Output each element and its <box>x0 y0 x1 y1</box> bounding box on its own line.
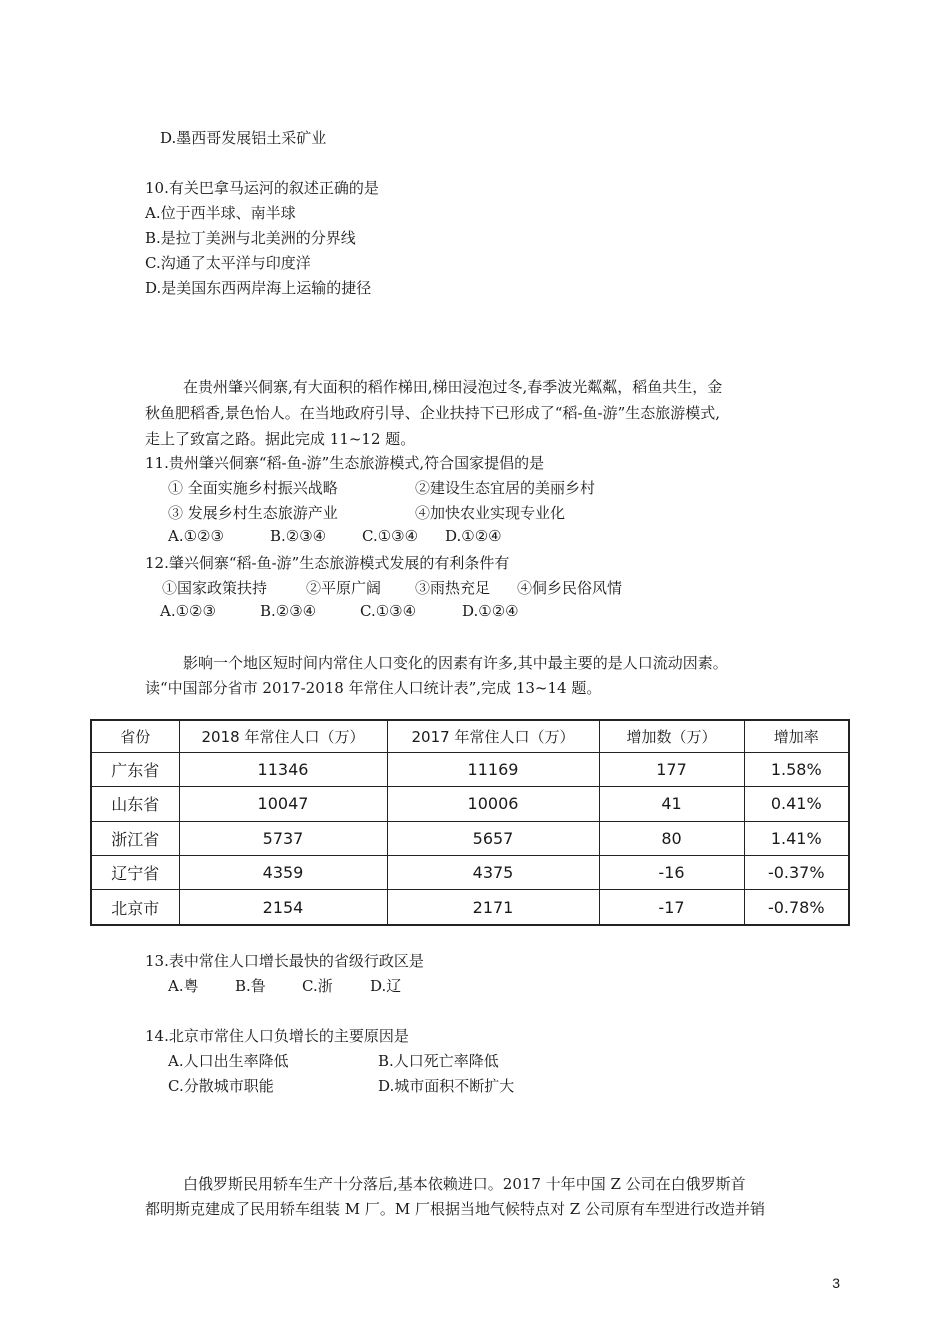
table-row <box>91 890 849 925</box>
q12-choice-b: B.②③④ <box>260 602 317 620</box>
table-cell: 80 <box>599 821 744 855</box>
table-header: 省份 <box>91 720 179 752</box>
table-cell: 4359 <box>179 855 387 889</box>
q10-option-b: B.是拉丁美洲与北美洲的分界线 <box>145 229 356 247</box>
q14-choice-a: A.人口出生率降低 <box>168 1052 289 1070</box>
table-cell: 11346 <box>179 752 387 786</box>
table-cell: -16 <box>599 855 744 889</box>
q11-choice-a: A.①②③ <box>168 527 224 545</box>
q12-item-3: ③雨热充足 <box>415 579 491 597</box>
table-cell: 177 <box>599 752 744 786</box>
q11-item-3: ③ 发展乡村生态旅游产业 <box>168 504 338 522</box>
table-cell: 0.41% <box>744 787 849 821</box>
q13-choice-d: D.辽 <box>370 977 402 995</box>
q10-option-a: A.位于西半球、南半球 <box>145 204 296 222</box>
table-cell: 41 <box>599 787 744 821</box>
passage2-line2: 读“中国部分省市 2017-2018 年常住人口统计表”,完成 13~14 题。 <box>145 679 602 697</box>
table-cell: 山东省 <box>91 787 179 821</box>
table-cell: 11169 <box>387 752 599 786</box>
q12-item-2: ②平原广阔 <box>306 579 382 597</box>
passage2-line1: 影响一个地区短时间内常住人口变化的因素有许多,其中最主要的是人口流动因素。 <box>183 654 728 672</box>
table-cell: 广东省 <box>91 752 179 786</box>
q12-item-4: ④侗乡民俗风情 <box>517 579 623 597</box>
table-cell: 5657 <box>387 821 599 855</box>
table-cell: 10047 <box>179 787 387 821</box>
q13-stem: 13.表中常住人口增长最快的省级行政区是 <box>145 952 424 970</box>
passage1-line1: 在贵州肇兴侗寨,有大面积的稻作梯田,梯田浸泡过冬,春季波光粼粼，稻鱼共生，金 <box>183 378 723 396</box>
q11-item-1: ① 全面实施乡村振兴战略 <box>168 479 338 497</box>
q14-stem: 14.北京市常住人口负增长的主要原因是 <box>145 1027 409 1045</box>
q13-choice-b: B.鲁 <box>235 977 266 995</box>
table-cell: 2171 <box>387 890 599 925</box>
passage3-line1: 白俄罗斯民用轿车生产十分落后,基本依赖进口。2017 十年中国 Z 公司在白俄罗斯首 <box>183 1175 746 1193</box>
passage3-line2: 都明斯克建成了民用轿车组装 M 厂。M 厂根据当地气候特点对 Z 公司原有车型进行改造并销 <box>145 1200 765 1218</box>
table-cell: -17 <box>599 890 744 925</box>
table-row <box>91 752 849 786</box>
q11-item-4: ④加快农业实现专业化 <box>415 504 566 522</box>
table-cell: 10006 <box>387 787 599 821</box>
q11-choice-c: C.①③④ <box>362 527 419 545</box>
table-cell: 浙江省 <box>91 821 179 855</box>
q14-choice-b: B.人口死亡率降低 <box>378 1052 499 1070</box>
table-cell: 1.41% <box>744 821 849 855</box>
page-number: 3 <box>832 1275 840 1291</box>
table-header: 2018 年常住人口（万） <box>179 720 387 752</box>
table-cell: -0.78% <box>744 890 849 925</box>
table-header: 2017 年常住人口（万） <box>387 720 599 752</box>
q12-choice-c: C.①③④ <box>360 602 417 620</box>
q11-stem: 11.贵州肇兴侗寨“稻-鱼-游”生态旅游模式,符合国家提倡的是 <box>145 454 545 472</box>
q10-option-c: C.沟通了太平洋与印度洋 <box>145 254 311 272</box>
table-cell: 北京市 <box>91 890 179 925</box>
table-cell: 辽宁省 <box>91 855 179 889</box>
q10-option-d: D.是美国东西两岸海上运输的捷径 <box>145 279 372 297</box>
q11-choice-d: D.①②④ <box>445 527 502 545</box>
q12-stem: 12.肇兴侗寨“稻-鱼-游”生态旅游模式发展的有利条件有 <box>145 554 510 572</box>
passage1-line3: 走上了致富之路。据此完成 11~12 题。 <box>145 430 416 448</box>
table-row <box>91 787 849 821</box>
table-cell: 2154 <box>179 890 387 925</box>
table-row <box>91 855 849 889</box>
population-table <box>90 719 850 926</box>
q9-option-d: D.墨西哥发展铝土采矿业 <box>160 129 327 147</box>
table-cell: 5737 <box>179 821 387 855</box>
q12-item-1: ①国家政策扶持 <box>162 579 268 597</box>
table-cell: 4375 <box>387 855 599 889</box>
q14-choice-c: C.分散城市职能 <box>168 1077 274 1095</box>
q11-choice-b: B.②③④ <box>270 527 327 545</box>
q10-stem: 10.有关巴拿马运河的叙述正确的是 <box>145 179 379 197</box>
passage1-line2: 秋鱼肥稻香,景色怡人。在当地政府引导、企业扶持下已形成了“稻-鱼-游”生态旅游模式, <box>145 404 721 422</box>
table-cell: 1.58% <box>744 752 849 786</box>
table-cell: -0.37% <box>744 855 849 889</box>
table-header: 增加率 <box>744 720 849 752</box>
q14-choice-d: D.城市面积不断扩大 <box>378 1077 515 1095</box>
table-header: 增加数（万） <box>599 720 744 752</box>
q12-choice-d: D.①②④ <box>462 602 519 620</box>
table-row <box>91 821 849 855</box>
q13-choice-a: A.粤 <box>168 977 199 995</box>
q13-choice-c: C.浙 <box>302 977 333 995</box>
q11-item-2: ②建设生态宜居的美丽乡村 <box>415 479 596 497</box>
q12-choice-a: A.①②③ <box>160 602 216 620</box>
table-header-row <box>91 720 849 752</box>
